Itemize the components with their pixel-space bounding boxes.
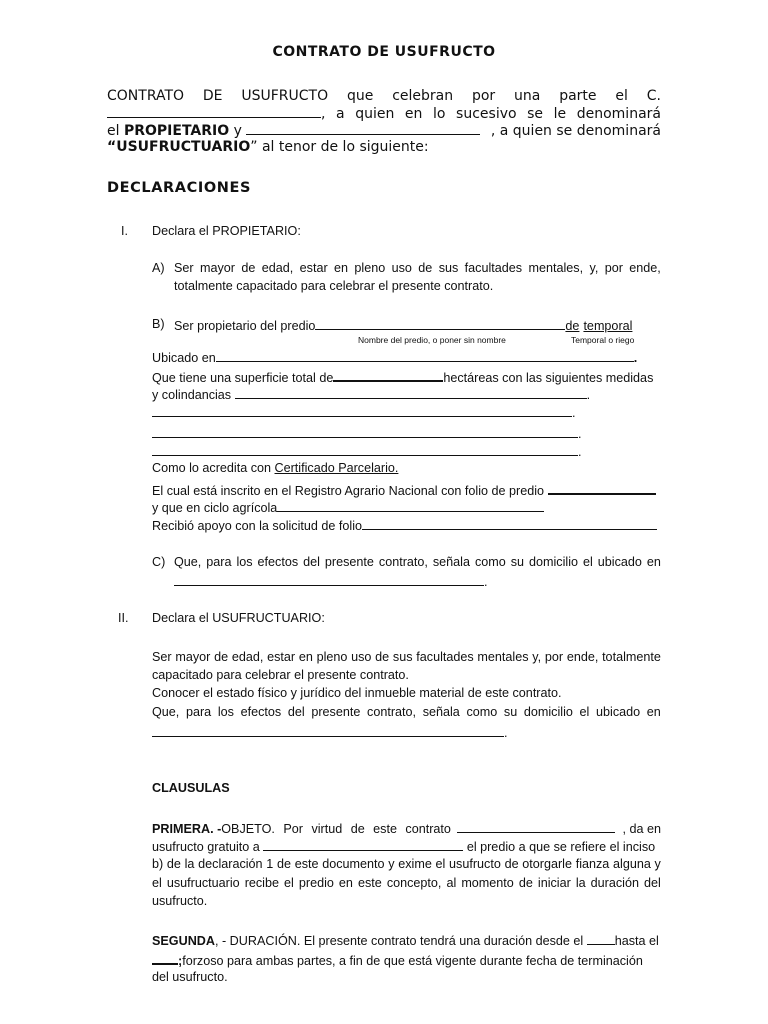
word: de (166, 857, 181, 871)
word: de (418, 261, 433, 275)
word: en (646, 555, 661, 569)
blank-domicilio-usufructuario[interactable] (152, 724, 504, 737)
word: otorgarle (522, 857, 572, 871)
word: y (388, 857, 395, 871)
certificado-parcelario: Certificado Parcelario. (274, 461, 399, 475)
note-predio: Nombre del predio, o poner sin nombre (358, 335, 506, 345)
word: totalmente (602, 650, 661, 664)
word: CONTRATO (107, 88, 185, 104)
word: que (346, 88, 374, 104)
word: quien (355, 106, 395, 122)
word: y (654, 857, 661, 871)
word: se (527, 106, 544, 122)
word: contrato, (367, 705, 417, 719)
word: parte (559, 88, 597, 104)
tipo-predio-value[interactable]: temporal (583, 319, 633, 333)
primera-line-4 (152, 876, 661, 890)
word: uso (351, 650, 372, 664)
word: efectos (240, 705, 282, 719)
word: edad, (231, 650, 264, 664)
blank-colindancias-2[interactable] (152, 404, 572, 417)
word: el (284, 876, 294, 890)
word: virtud (311, 822, 343, 836)
word: iniciar (537, 876, 571, 890)
item-b-line: Ser propietario del predio de temporal (174, 319, 633, 333)
blank-folio-predio[interactable] (548, 481, 656, 495)
ubicado-line: Ubicado en . (152, 351, 638, 365)
word: sus (438, 261, 459, 275)
word: mentales (477, 650, 529, 664)
word: le (553, 106, 567, 122)
word: uso (391, 261, 412, 275)
word: de (241, 261, 256, 275)
word: celebran (392, 88, 454, 104)
word: de (518, 876, 533, 890)
word: al (446, 876, 457, 890)
word: este (294, 857, 319, 871)
word: efectos (257, 555, 299, 569)
sec2-p1-line-2: capacitado para celebrar el presente contrato. (152, 668, 409, 682)
clausulas-heading: CLAUSULAS (152, 781, 230, 795)
item-b-label: B) (152, 317, 165, 331)
word: el (435, 857, 446, 871)
blank-superficie[interactable] (333, 368, 443, 382)
word: como (474, 555, 506, 569)
word: Por (283, 822, 303, 836)
word: el (152, 876, 162, 890)
blank-usufructuario-name[interactable] (246, 122, 480, 135)
word: señala (422, 705, 460, 719)
word: contrato, (378, 555, 428, 569)
word: usufructuario (166, 876, 240, 890)
word: momento (461, 876, 514, 890)
word: b) (152, 857, 164, 871)
colindancias-line-2: . (152, 404, 576, 420)
word: fianza (575, 857, 610, 871)
word: para (206, 555, 232, 569)
word: facultades (416, 650, 474, 664)
primera-line-3 (152, 857, 661, 871)
word: de (350, 822, 365, 836)
word: sus (392, 650, 413, 664)
word: denominará (576, 106, 661, 122)
word: su (510, 555, 525, 569)
blank-domicilio-propietario[interactable] (174, 573, 484, 586)
intro-line-1 (107, 88, 661, 104)
sec1-heading: Declara el PROPIETARIO: (152, 224, 301, 238)
word: usufructo (449, 857, 501, 871)
sec2-heading: Declara el USUFRUCTUARIO: (152, 611, 325, 625)
word: mayor (175, 650, 211, 664)
word: ubicado (597, 555, 642, 569)
blank-colindancias-4[interactable] (152, 443, 578, 456)
word: presente (311, 705, 361, 719)
intro-line-4: “USUFRUCTUARIO” al tenor de lo siguiente: (107, 139, 429, 155)
sec2-p1-line-1 (152, 650, 661, 664)
word: DE (202, 88, 223, 104)
blank-fecha-fin[interactable] (152, 951, 178, 965)
word: predio (298, 876, 334, 890)
blank-fecha-inicio[interactable] (587, 932, 615, 945)
blank-ubicacion[interactable] (216, 349, 634, 362)
word: en (298, 650, 313, 664)
word: concepto, (386, 876, 442, 890)
word: el (579, 705, 590, 719)
item-c-line-1 (174, 555, 661, 569)
word: domicilio (529, 555, 579, 569)
word: facultades (464, 261, 523, 275)
blank-predio-name[interactable] (315, 317, 565, 330)
segunda-label: SEGUNDA (152, 934, 215, 948)
word: este (373, 822, 397, 836)
word: por (471, 88, 496, 104)
colindancias-line-4: . (152, 443, 582, 459)
word: C. (646, 88, 661, 104)
colindancias-line-3: . (152, 425, 582, 441)
word: Ser (174, 261, 194, 275)
word: de (375, 650, 390, 664)
word: como (466, 705, 498, 719)
word: de (276, 857, 291, 871)
word: este (357, 876, 382, 890)
word: del (303, 555, 320, 569)
blank-ciclo-agricola[interactable] (277, 499, 544, 512)
word: en (338, 876, 353, 890)
word: a (336, 106, 345, 122)
blank-party-name[interactable] (107, 105, 321, 118)
word: 1 (266, 857, 274, 871)
acredita-line: Como lo acredita con Certificado Parcelario. (152, 461, 399, 475)
word: y, (589, 261, 599, 275)
word: sucesivo (456, 106, 517, 122)
apoyo-line: Recibió apoyo con la solicitud de folio (152, 517, 657, 533)
word: pleno (316, 650, 348, 664)
word: estar (267, 650, 296, 664)
word: recibe (244, 876, 279, 890)
item-a-label: A) (152, 261, 165, 275)
segunda-line-1: SEGUNDA , - DURACIÓN. El presente contrato tendrá una duración desde el hasta el (152, 934, 659, 948)
word: declaración (198, 857, 263, 871)
word: mentales, (528, 261, 584, 275)
word: de (214, 650, 229, 664)
ciclo-line: y que en ciclo agrícola (152, 499, 544, 515)
word: ubicado (596, 705, 641, 719)
word: el (615, 88, 628, 104)
blank-colindancias-3[interactable] (152, 425, 578, 438)
word: contrato (405, 822, 451, 836)
word: ende, (629, 261, 661, 275)
word: la (184, 857, 195, 871)
word: para (185, 705, 212, 719)
word: en (334, 261, 349, 275)
word: la (575, 876, 586, 890)
registro-line: El cual está inscrito en el Registro Agrario Nacional con folio de predio (152, 481, 656, 498)
word: presente (324, 555, 374, 569)
sec2-p2: Conocer el estado físico y jurídico del inmueble material de este contrato. (152, 686, 562, 700)
declaraciones-heading: DECLARACIONES (107, 180, 252, 196)
blank-usufructo-a[interactable] (263, 838, 463, 851)
sec2-numeral: II. (118, 611, 129, 625)
word: lo (433, 106, 446, 122)
word: exime (398, 857, 432, 871)
propietario-term: PROPIETARIO (123, 123, 230, 139)
primera-line-2: usufructo gratuito a el predio a que se refiere el inciso (152, 840, 656, 854)
item-a-line-2: totalmente capacitado para celebrar el presente contrato. (174, 279, 494, 293)
intro-line-2 (107, 105, 661, 122)
word: del (644, 876, 661, 890)
word: los (236, 555, 253, 569)
item-c-line-2: . (174, 573, 488, 589)
word: en (646, 705, 661, 719)
intro-line-3: el PROPIETARIO y , a quien se denominará (107, 123, 661, 139)
word: ende, (566, 650, 599, 664)
word: edad, (261, 261, 294, 275)
word: documento (322, 857, 385, 871)
word: en (404, 106, 423, 122)
colindancias-line: y colindancias . (152, 388, 591, 402)
word: Ser (152, 650, 172, 664)
sec2-p3-line-1 (152, 705, 661, 719)
page-title: CONTRATO DE USUFRUCTO (272, 44, 496, 60)
word: el (582, 555, 593, 569)
blank-objeto[interactable] (457, 820, 615, 833)
word: Que, (174, 555, 202, 569)
word: domicilio (523, 705, 573, 719)
word: , (321, 106, 326, 122)
word: del (287, 705, 305, 719)
sec2-p3-line-2: . (152, 724, 508, 740)
blank-folio-solicitud[interactable] (362, 517, 657, 530)
word: mayor (199, 261, 235, 275)
word: alguna (613, 857, 651, 871)
word: USUFRUCTO (241, 88, 329, 104)
segunda-line-2: ; forzoso para ambas partes, a fin de que está vigente durante fecha de terminación (152, 951, 643, 968)
word: pleno (354, 261, 386, 275)
primera-line-5: usufructo. (152, 894, 208, 908)
item-a-line-1 (174, 261, 661, 275)
word: OBJETO. (221, 822, 275, 836)
primera-label: PRIMERA. - (152, 822, 222, 836)
usufructuario-term: “USUFRUCTUARIO (107, 139, 251, 155)
word: por (604, 261, 623, 275)
item-c-label: C) (152, 555, 166, 569)
blank-colindancias-1[interactable] (235, 386, 587, 399)
word: y, (532, 650, 542, 664)
word: una (514, 88, 541, 104)
word: por (544, 650, 564, 664)
segunda-line-3: del usufructo. (152, 970, 228, 984)
word: de (504, 857, 519, 871)
word: estar (299, 261, 328, 275)
word: señala (432, 555, 470, 569)
word: duración (590, 876, 639, 890)
superficie-line: Que tiene una superficie total de hectáreas con las siguientes medidas (152, 368, 653, 385)
word: los (217, 705, 234, 719)
sec1-numeral: I. (121, 224, 128, 238)
note-temporal: Temporal o riego (571, 335, 635, 345)
word: su (503, 705, 518, 719)
primera-line-1: PRIMERA. - OBJETO. Por virtud de este contrato , da en (152, 822, 661, 836)
word: Que, (152, 705, 180, 719)
